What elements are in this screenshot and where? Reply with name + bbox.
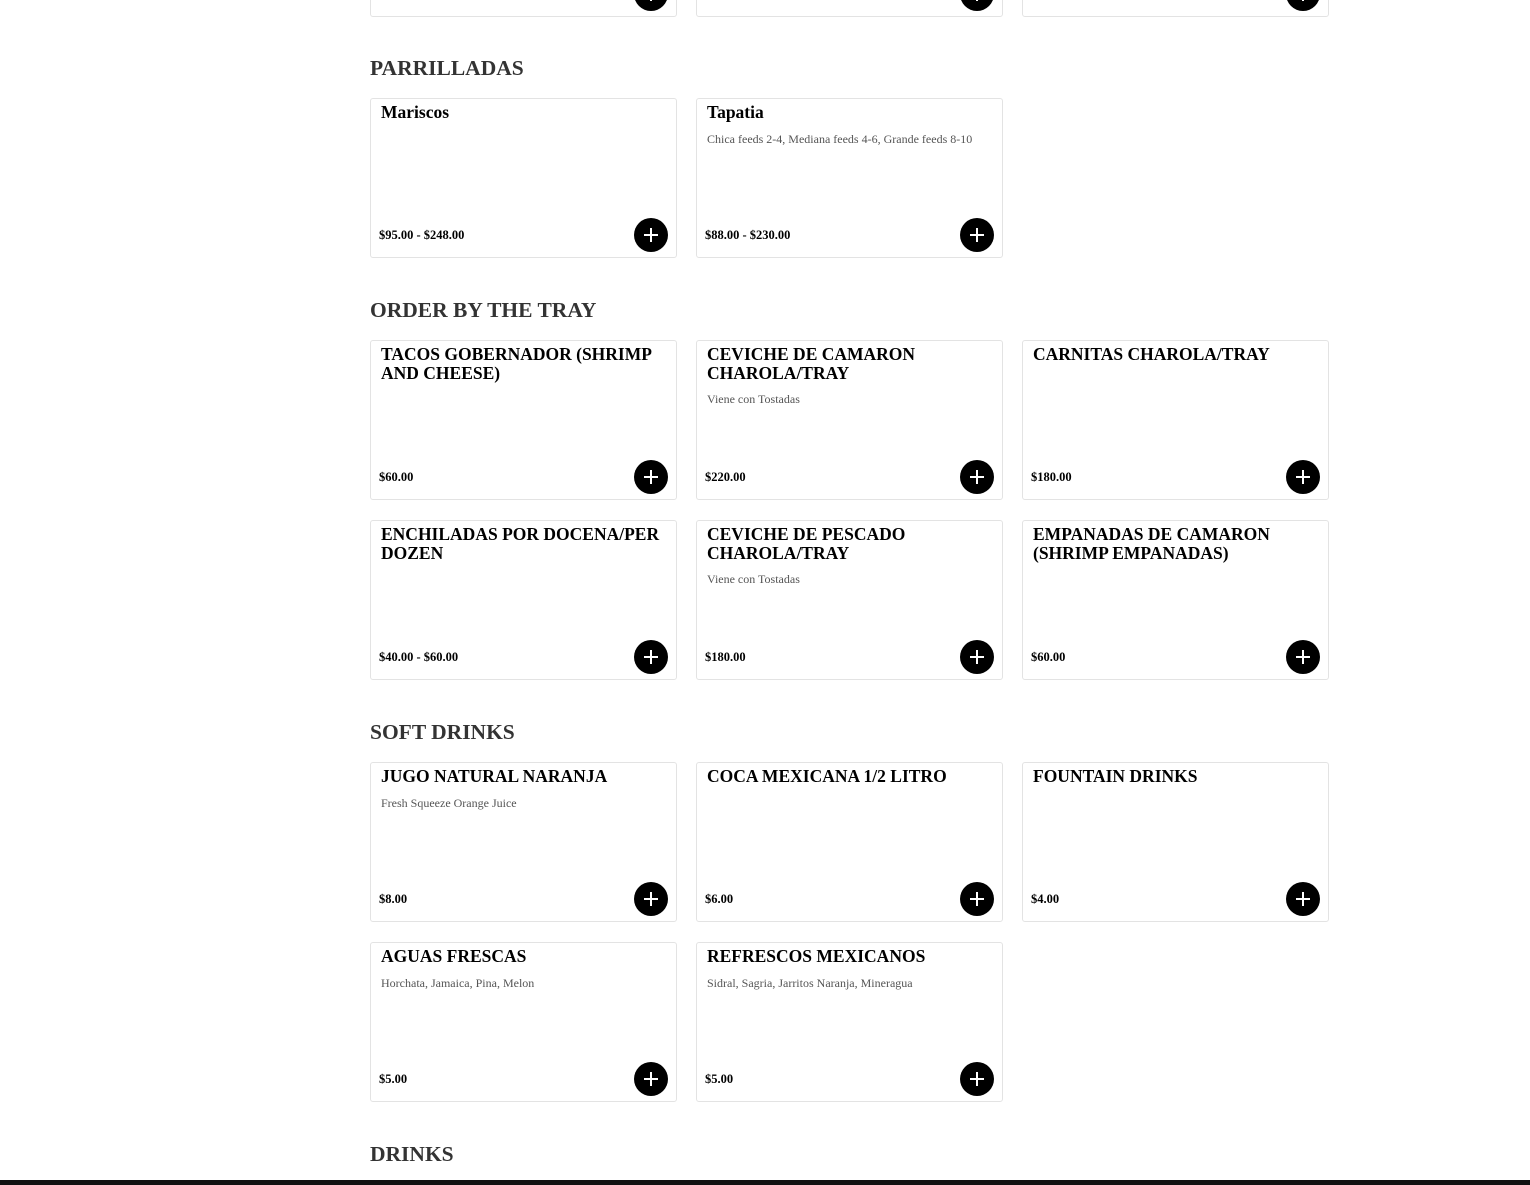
section-title-parrilladas: PARRILLADAS <box>370 56 524 80</box>
section-title-drinks: DRINKS <box>370 1142 454 1166</box>
plus-icon <box>1296 0 1310 1</box>
add-to-cart-button[interactable] <box>634 0 668 11</box>
item-price: $6.00 <box>705 892 734 906</box>
add-to-cart-button[interactable] <box>634 1062 668 1096</box>
bottom-bar <box>0 1180 1530 1185</box>
item-description: Horchata, Jamaica, Pina, Melon <box>381 976 535 990</box>
menu-item-card-partial[interactable] <box>370 0 677 17</box>
menu-item-card[interactable] <box>696 340 1003 500</box>
plus-icon <box>1296 650 1310 664</box>
add-to-cart-button[interactable] <box>960 0 994 11</box>
item-name: ENCHILADAS POR DOCENA/PER DOZEN <box>381 524 660 563</box>
menu-item-card-partial[interactable] <box>1022 0 1329 17</box>
plus-icon <box>970 0 984 1</box>
plus-icon <box>970 1072 984 1086</box>
plus-icon <box>1296 892 1310 906</box>
item-price: $60.00 <box>379 470 414 484</box>
plus-icon <box>970 892 984 906</box>
plus-icon <box>644 0 658 1</box>
add-to-cart-button[interactable] <box>1286 0 1320 11</box>
item-price: $95.00 - $248.00 <box>379 228 465 242</box>
item-price: $5.00 <box>379 1072 408 1086</box>
menu-item-card[interactable] <box>370 520 677 680</box>
item-name: EMPANADAS DE CAMARON (SHRIMP EMPANADAS) <box>1033 524 1270 563</box>
plus-icon <box>644 650 658 664</box>
menu-item-card[interactable] <box>370 942 677 1102</box>
menu-item-card-partial[interactable] <box>696 0 1003 17</box>
add-to-cart-button[interactable] <box>960 1062 994 1096</box>
item-name: COCA MEXICANA 1/2 LITRO <box>707 766 947 786</box>
item-price: $5.00 <box>705 1072 734 1086</box>
item-price: $220.00 <box>705 470 746 484</box>
add-to-cart-button[interactable] <box>634 882 668 916</box>
add-to-cart-button[interactable] <box>634 460 668 494</box>
plus-icon <box>970 228 984 242</box>
menu-item-card[interactable] <box>696 762 1003 922</box>
item-price: $180.00 <box>1031 470 1072 484</box>
item-name: Mariscos <box>381 102 450 122</box>
menu-item-card[interactable] <box>1022 340 1329 500</box>
plus-icon <box>644 1072 658 1086</box>
plus-icon <box>1296 470 1310 484</box>
menu-item-card[interactable] <box>696 98 1003 258</box>
menu-item-card[interactable] <box>696 520 1003 680</box>
add-to-cart-button[interactable] <box>960 640 994 674</box>
add-to-cart-button[interactable] <box>1286 640 1320 674</box>
item-name: CEVICHE DE CAMARON CHAROLA/TRAY <box>707 344 916 383</box>
item-price: $88.00 - $230.00 <box>705 228 791 242</box>
menu-item-card[interactable] <box>370 340 677 500</box>
plus-icon <box>644 892 658 906</box>
menu-item-card[interactable] <box>1022 520 1329 680</box>
item-price: $180.00 <box>705 650 746 664</box>
menu-item-card[interactable] <box>1022 762 1329 922</box>
add-to-cart-button[interactable] <box>960 882 994 916</box>
item-name: FOUNTAIN DRINKS <box>1033 766 1198 786</box>
item-description: Viene con Tostadas <box>707 392 800 406</box>
item-name: JUGO NATURAL NARANJA <box>381 766 608 786</box>
menu-item-card[interactable] <box>370 98 677 258</box>
item-description: Viene con Tostadas <box>707 572 800 586</box>
add-to-cart-button[interactable] <box>960 460 994 494</box>
menu-item-card[interactable] <box>370 762 677 922</box>
item-price: $40.00 - $60.00 <box>379 650 459 664</box>
item-name: REFRESCOS MEXICANOS <box>707 946 926 966</box>
section-title-soft-drinks: SOFT DRINKS <box>370 720 515 744</box>
item-price: $60.00 <box>1031 650 1066 664</box>
add-to-cart-button[interactable] <box>634 218 668 252</box>
item-description: Sidral, Sagria, Jarritos Naranja, Mineragua <box>707 976 913 990</box>
add-to-cart-button[interactable] <box>634 640 668 674</box>
plus-icon <box>970 650 984 664</box>
section-title-order-by-the-tray: ORDER BY THE TRAY <box>370 298 597 322</box>
add-to-cart-button[interactable] <box>1286 460 1320 494</box>
add-to-cart-button[interactable] <box>960 218 994 252</box>
add-to-cart-button[interactable] <box>1286 882 1320 916</box>
item-description: Chica feeds 2-4, Mediana feeds 4-6, Grande feeds 8-10 <box>707 132 973 146</box>
item-name: AGUAS FRESCAS <box>381 946 527 966</box>
item-name: CEVICHE DE PESCADO CHAROLA/TRAY <box>707 524 906 563</box>
item-price: $8.00 <box>379 892 408 906</box>
item-description: Fresh Squeeze Orange Juice <box>381 796 517 810</box>
plus-icon <box>644 228 658 242</box>
plus-icon <box>644 470 658 484</box>
item-name: Tapatia <box>707 102 764 122</box>
item-name: TACOS GOBERNADOR (SHRIMP AND CHEESE) <box>381 344 651 383</box>
plus-icon <box>970 470 984 484</box>
item-price: $4.00 <box>1031 892 1060 906</box>
item-name: CARNITAS CHAROLA/TRAY <box>1033 344 1270 364</box>
menu-item-card[interactable] <box>696 942 1003 1102</box>
